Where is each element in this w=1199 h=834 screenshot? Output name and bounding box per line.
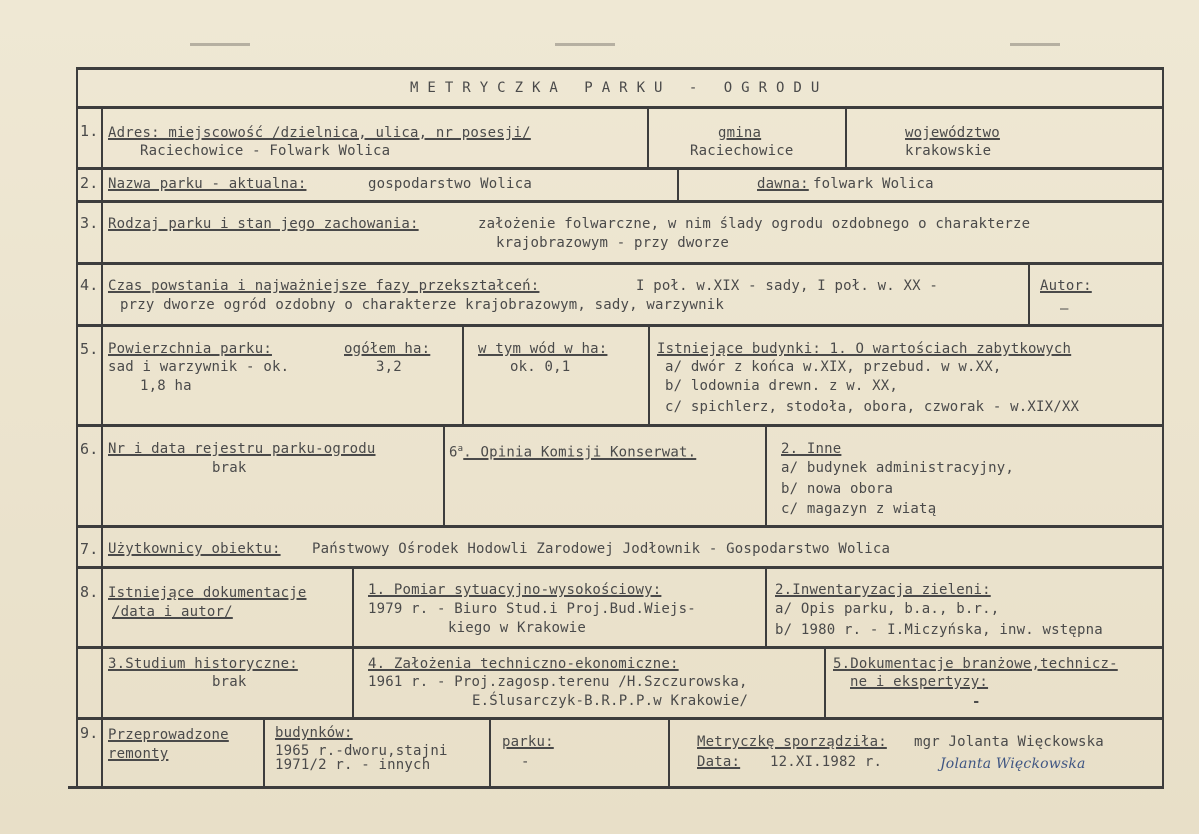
park-name-value: gospodarstwo Wolica [368,176,532,192]
branch-docs-label-2: ne i ekspertyzy: [850,674,989,690]
rule [263,717,265,787]
section-number: 4. [80,276,99,294]
section-number: 1. [80,122,99,140]
tech-econ-value-1: 1961 r. - Proj.zagosp.terenu /H.Szczurowska, [368,674,748,690]
users-value: Państwowy Ośrodek Hodowli Zarodowej Jodłownik - Gospodarstwo Wolica [312,541,891,557]
branch-docs-value: - [972,694,981,710]
repairs-label-1: Przeprowadzone [108,727,229,743]
edge-mark [1010,43,1060,46]
survey-value-1: 1979 r. - Biuro Stud.i Proj.Bud.Wiejs- [368,601,696,617]
section-number: 9. [80,724,99,742]
park-name-label: Nazwa parku - aktualna: [108,176,307,192]
branch-docs-label-1: 5.Dokumentacje branżowe,technicz- [833,656,1118,672]
area-value-2: 1,8 ha [140,378,192,394]
rule [76,200,1164,203]
card-title: METRYCZKA PARKU - OGRODU [410,80,829,96]
prepared-by-label: Metryczkę sporządziła: [697,734,887,750]
greenery-value-a: a/ Opis parku, b.a., b.r., [775,601,1000,617]
rule [824,646,826,718]
rule [647,106,649,168]
greenery-label: 2.Inwentaryzacja zieleni: [775,582,991,598]
rule [76,262,1164,265]
rule [76,324,1164,327]
rule [76,525,1164,528]
address-value: Raciechowice - Folwark Wolica [140,143,391,159]
rule-right [1162,67,1164,788]
buildings-repair-value-2: 1971/2 r. - innych [275,757,431,773]
survey-label: 1. Pomiar sytuacyjno-wysokościowy: [368,582,662,598]
buildings-repair-value-1: 1965 r.-dworu,stajni [275,743,448,759]
rule [765,566,767,647]
rule [677,167,679,201]
author-label: Autor: [1040,278,1092,294]
total-area-value: 3,2 [376,359,402,375]
rule [76,717,1164,720]
date-label: Data: [697,754,741,770]
other-building-c: c/ magazyn z wiatą [781,501,937,517]
park-type-value-1: założenie folwarczne, w nim ślady ogrodu ozdobnego o charakterze [478,216,1031,232]
park-type-label: Rodzaj parku i stan jego zachowania: [108,216,419,232]
water-area-label: w tym wód w ha: [478,341,608,357]
rule-left [76,67,78,788]
rule [1028,262,1030,325]
author-value: — [1060,301,1069,317]
signature: Jolanta Więckowska [940,756,1086,772]
rule [76,106,1164,109]
rule-top [76,67,1164,70]
section-number: 3. [80,214,99,232]
opinion-label [449,440,696,462]
rule [76,424,1164,427]
buildings-label: Istniejące budynki: 1. O wartościach zabytkowych [657,341,1072,357]
area-value-1: sad i warzywnik - ok. [108,359,290,375]
history-value-1: I poł. w.XIX - sady, I poł. w. XX - [636,278,939,294]
water-area-value: ok. 0,1 [510,359,571,375]
history-label: Czas powstania i najważniejsze fazy przekształceń: [108,278,540,294]
section-number: 5. [80,340,99,358]
register-label: Nr i data rejestru parku-ogrodu [108,441,376,457]
history-study-value: brak [212,674,247,690]
rule [462,324,464,425]
rule [668,717,670,787]
section-number: 7. [80,540,99,558]
rule [76,646,1164,649]
date-value: 12.XI.1982 r. [770,754,883,770]
section-number: 6. [80,440,99,458]
voivodeship-label: województwo [905,125,1000,141]
address-label: Adres: miejscowość /dzielnica, ulica, nr posesji/ [108,125,531,141]
section-number: 8. [80,583,99,601]
gmina-value: Raciechowice [690,143,794,159]
users-label: Użytkownicy obiektu: [108,541,281,557]
other-building-a: a/ budynek administracyjny, [781,460,1014,476]
rule [489,717,491,787]
voivodeship-value: krakowskie [905,143,992,159]
park-repair-label: parku: [502,734,554,750]
rule [765,424,767,526]
rule [352,566,354,718]
building-c: c/ spichlerz, stodoła, obora, czworak - w.XIX/XX [665,399,1080,415]
other-building-b: b/ nowa obora [781,481,894,497]
prepared-by-value: mgr Jolanta Więckowska [914,734,1104,750]
opinion-text: . Opinia Komisji Konserwat. [463,444,697,461]
park-type-value-2: krajobrazowym - przy dworze [496,235,729,251]
documentation-label-1: Istniejące dokumentacje [108,585,307,601]
area-label: Powierzchnia parku: [108,341,272,357]
section-number: 2. [80,174,99,192]
building-b: b/ lodownia drewn. z w. XX, [665,378,898,394]
register-value: brak [212,460,247,476]
rule [845,106,847,168]
gmina-label: gmina [718,125,762,141]
opinion-number: 6 [449,444,458,461]
rule [76,566,1164,569]
edge-mark [190,43,250,46]
documentation-label-2: /data i autor/ [112,604,233,620]
other-buildings-label: 2. Inne [781,441,842,457]
building-a: a/ dwór z końca w.XIX, przebud. w w.XX, [665,359,1002,375]
park-repair-value: - [521,754,530,770]
greenery-value-b: b/ 1980 r. - I.Miczyńska, inw. wstępna [775,622,1103,638]
rule [443,424,445,526]
former-name-value: folwark Wolica [813,176,934,192]
rule-num [101,106,103,788]
edge-mark [555,43,615,46]
former-name-label: dawna: [757,176,809,192]
history-study-label: 3.Studium historyczne: [108,656,298,672]
buildings-repair-label: budynków: [275,725,353,741]
tech-econ-label: 4. Założenia techniczno-ekonomiczne: [368,656,679,672]
tech-econ-value-2: E.Ślusarczyk-B.R.P.P.w Krakowie/ [472,693,749,709]
total-area-label: ogółem ha: [344,341,431,357]
repairs-label-2: remonty [108,746,169,762]
rule [648,324,650,425]
opinion-superscript: a [457,444,464,454]
rule [76,167,1164,170]
history-value-2: przy dworze ogród ozdobny o charakterze krajobrazowym, sady, warzywnik [120,297,725,313]
rule-bottom [68,786,1164,789]
survey-value-2: kiego w Krakowie [448,620,587,636]
